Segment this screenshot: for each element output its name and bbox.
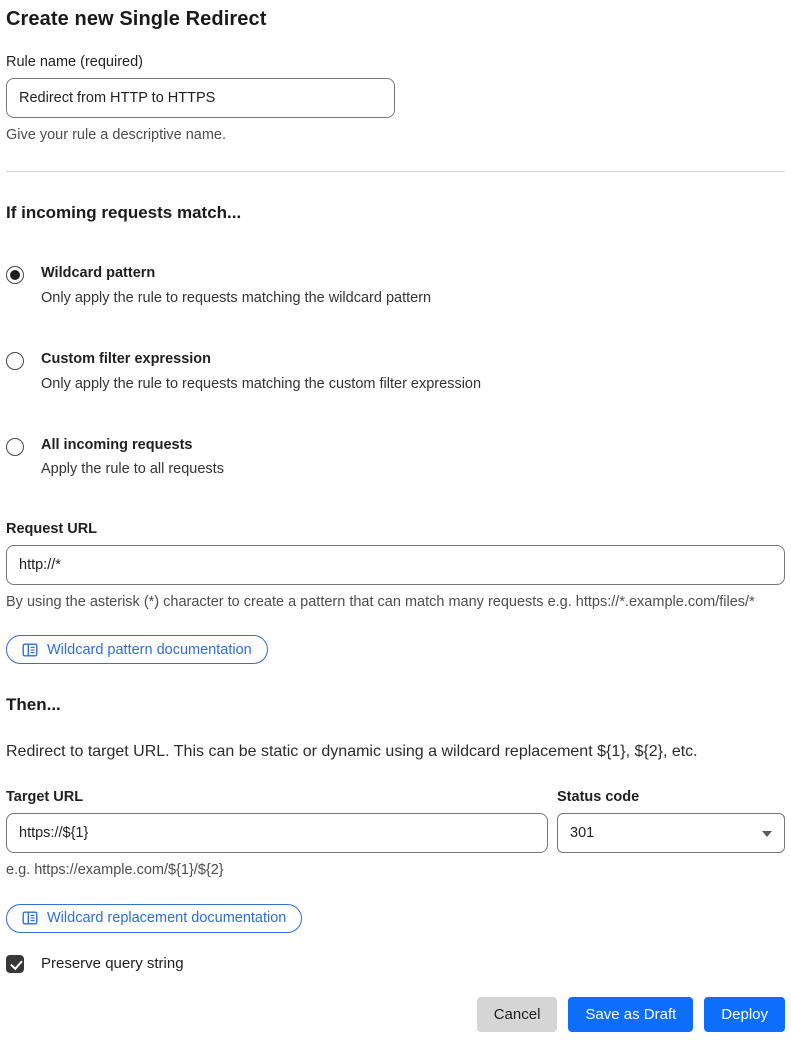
target-url-help: e.g. https://example.com/${1}/${2} [6, 862, 224, 879]
page-title: Create new Single Redirect [6, 8, 267, 30]
rule-name-label: Rule name (required) [6, 54, 144, 70]
radio-option-description: Apply the rule to all requests [41, 461, 224, 478]
wildcard-pattern-radio[interactable] [6, 266, 24, 284]
rule-name-help: Give your rule a descriptive name. [6, 127, 227, 143]
wildcard-pattern-docs-button[interactable] [6, 635, 268, 664]
footer-actions [6, 997, 785, 1032]
wildcard-replacement-docs-button[interactable] [6, 904, 302, 933]
target-row [6, 789, 785, 853]
wildcard-pattern-docs-label: Wildcard pattern documentation [47, 641, 252, 658]
all-requests-radio[interactable] [6, 438, 24, 456]
request-url-help: By using the asterisk (*) character to create a pattern that can match many requests e.g. https://*.example.com/files/* [6, 593, 755, 610]
save-as-draft-button[interactable]: Save as Draft [568, 997, 693, 1032]
radio-option-label: All incoming requests [41, 437, 193, 454]
radio-option-all-requests[interactable] [6, 437, 785, 479]
radio-option-label: Wildcard pattern [41, 265, 156, 282]
status-code-group [557, 789, 785, 853]
deploy-button[interactable]: Deploy [704, 997, 785, 1032]
radio-option-label: Custom filter expression [41, 351, 212, 368]
radio-option-wildcard-pattern[interactable] [6, 265, 785, 307]
preserve-query-string-checkbox[interactable] [6, 955, 24, 973]
status-code-label: Status code [557, 789, 640, 806]
target-url-input[interactable] [6, 813, 548, 853]
rule-name-group [6, 54, 785, 146]
then-section-heading: Then... [6, 695, 61, 715]
radio-option-description: Only apply the rule to requests matching the custom filter expression [41, 375, 482, 392]
preserve-query-string-label: Preserve query string [41, 955, 184, 973]
custom-filter-radio[interactable] [6, 352, 24, 370]
book-icon [22, 642, 38, 658]
request-url-group [6, 521, 785, 664]
then-section-description: Redirect to target URL. This can be static or dynamic using a wildcard replacement ${1}, ${2}, etc. [6, 743, 698, 761]
target-url-group [6, 789, 548, 853]
request-url-label: Request URL [6, 520, 98, 537]
radio-option-description: Only apply the rule to requests matching the wildcard pattern [41, 289, 432, 306]
section-divider [6, 171, 785, 172]
cancel-button[interactable]: Cancel [477, 997, 558, 1032]
status-code-select[interactable] [557, 813, 785, 853]
target-url-label: Target URL [6, 789, 84, 806]
preserve-query-string-row[interactable] [6, 955, 785, 973]
wildcard-replacement-docs-label: Wildcard replacement documentation [47, 910, 287, 927]
match-type-radio-group [6, 265, 785, 478]
book-icon [22, 910, 38, 926]
request-url-input[interactable] [6, 545, 785, 585]
rule-name-input[interactable] [6, 78, 395, 118]
radio-option-custom-filter[interactable] [6, 351, 785, 393]
match-section-heading: If incoming requests match... [6, 203, 242, 223]
